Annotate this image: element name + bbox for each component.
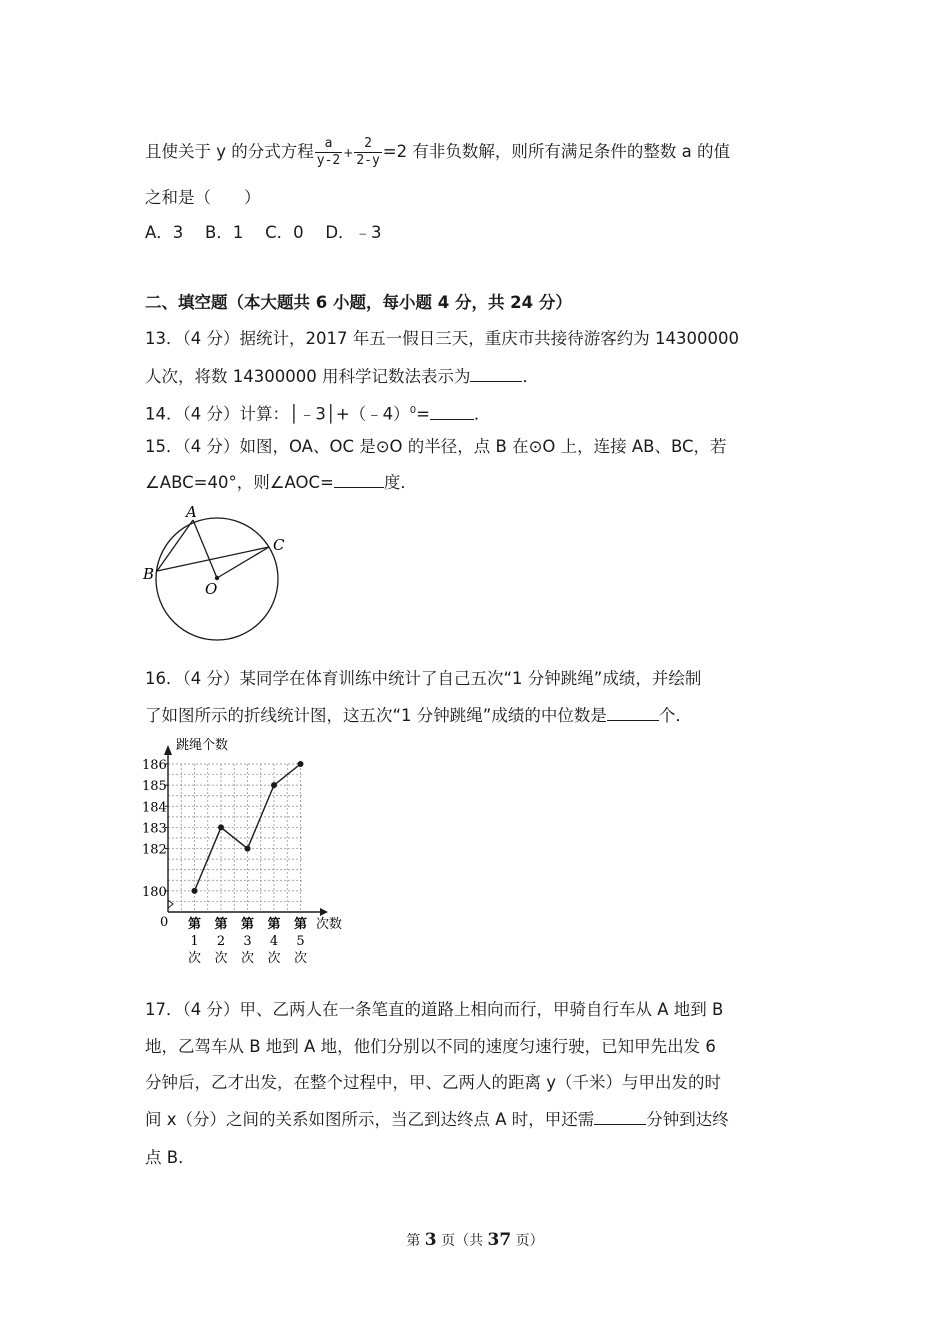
q15-line1: 15．（4 分）如图，OA、OC 是⊙O 的半径，点 B 在⊙O 上，连接 AB、BC，若 bbox=[145, 437, 727, 456]
q17-line2: 地，乙驾车从 B 地到 A 地，他们分别以不同的速度匀速行驶，已知甲先出发 6 bbox=[145, 1037, 716, 1056]
q13-line2: 人次，将数 14300000 用科学记数法表示为 ． bbox=[145, 367, 539, 386]
jump-rope-line-chart bbox=[140, 733, 355, 970]
circle-figure bbox=[140, 500, 300, 645]
fraction-a-over-y-minus-2: $\frac{a}{y-2}$ bbox=[316, 136, 341, 168]
fraction-2-over-2-minus-y: $\frac{2}{2-y}$ bbox=[356, 136, 380, 168]
x-axis-arrow bbox=[320, 908, 328, 916]
label-o: O bbox=[205, 580, 218, 598]
q17-line3: 分钟后，乙才出发，在整个过程中，甲、乙两人的距离 y（千米）与甲出发的时 bbox=[145, 1073, 722, 1092]
answer-blank[interactable] bbox=[470, 365, 522, 382]
radius-oa bbox=[193, 520, 217, 578]
answer-blank[interactable] bbox=[594, 1108, 646, 1125]
q16-line1: 16．（4 分）某同学在体育训练中统计了自己五次“1 分钟跳绳”成绩，并绘制 bbox=[145, 669, 702, 688]
q17-line1: 17．（4 分）甲、乙两人在一条笔直的道路上相向而行，甲骑自行车从 A 地到 B bbox=[145, 1000, 724, 1019]
y-axis-title: 跳绳个数 bbox=[176, 738, 229, 753]
y-tick-label: 186 bbox=[142, 758, 167, 773]
data-point bbox=[245, 846, 251, 852]
radius-oc bbox=[217, 547, 269, 578]
x-tick-label: 第 bbox=[293, 917, 308, 932]
section-title: 二、填空题（本大题共 6 小题，每小题 4 分，共 24 分） bbox=[145, 293, 572, 312]
answer-blank[interactable] bbox=[430, 403, 474, 420]
data-point bbox=[298, 761, 304, 767]
page-footer: 第 3 页（共 37 页） bbox=[406, 1230, 544, 1250]
q13-line1: 13．（4 分）据统计，2017 年五一假日三天，重庆市共接待游客约为 14300000 bbox=[145, 329, 739, 348]
y-axis-arrow bbox=[164, 745, 172, 755]
data-point bbox=[271, 782, 277, 788]
x-tick-label: 次 bbox=[240, 951, 255, 966]
x-tick-label: 第 bbox=[214, 917, 228, 932]
origin-label: 0 bbox=[160, 915, 169, 930]
q17-line4: 间 x（分）之间的关系如图所示，当乙到达终点 A 时，甲还需 分钟到达终 bbox=[145, 1110, 729, 1129]
q14-line: 14．（4 分）计算：│﹣3│+（﹣4）$^0$= ． bbox=[145, 404, 491, 424]
y-tick-label: 180 bbox=[142, 884, 167, 900]
q12-line1: 且使关于 y 的分式方程 $\frac{a}{y-2}$ + $\frac{2}{2-y}$ =2 有非负数解，则所有满足条件的整数 a 的值 bbox=[145, 136, 730, 168]
data-point bbox=[192, 888, 198, 894]
x-tick-label: 次 bbox=[293, 951, 308, 966]
q12-line2: 之和是（ ） bbox=[145, 188, 261, 207]
y-tick-label: 182 bbox=[142, 842, 167, 858]
x-tick-label: 第 bbox=[240, 917, 255, 932]
x-tick-label: 4 bbox=[269, 934, 279, 949]
x-tick-label: 次 bbox=[214, 951, 228, 966]
x-tick-label: 2 bbox=[216, 934, 226, 949]
q12-options: A．3 B．1 C．0 D．﹣3 bbox=[145, 223, 382, 242]
x-axis-title: 次数 bbox=[316, 917, 343, 932]
q15-line2: ∠ABC=40°，则∠AOC= 度． bbox=[145, 473, 417, 492]
x-tick-label: 次 bbox=[187, 951, 202, 966]
x-tick-label: 5 bbox=[296, 934, 305, 949]
q17-line5: 点 B． bbox=[145, 1148, 195, 1167]
q16-line2: 了如图所示的折线统计图，这五次“1 分钟跳绳”成绩的中位数是 个． bbox=[145, 706, 692, 725]
x-tick-label: 次 bbox=[267, 951, 281, 966]
x-tick-label: 第 bbox=[187, 917, 202, 932]
x-tick-label: 1 bbox=[190, 934, 199, 949]
answer-blank[interactable] bbox=[334, 471, 384, 488]
label-a: A bbox=[186, 503, 197, 521]
label-b: B bbox=[143, 565, 155, 583]
y-tick-label: 185 bbox=[142, 779, 167, 795]
segment-ab bbox=[157, 520, 193, 571]
label-c: C bbox=[273, 536, 285, 554]
data-point bbox=[218, 824, 224, 830]
x-tick-label: 第 bbox=[267, 917, 281, 932]
x-tick-label: 3 bbox=[243, 934, 252, 949]
y-tick-label: 184 bbox=[142, 800, 167, 816]
y-tick-label: 183 bbox=[142, 821, 167, 837]
answer-blank[interactable] bbox=[607, 704, 659, 721]
